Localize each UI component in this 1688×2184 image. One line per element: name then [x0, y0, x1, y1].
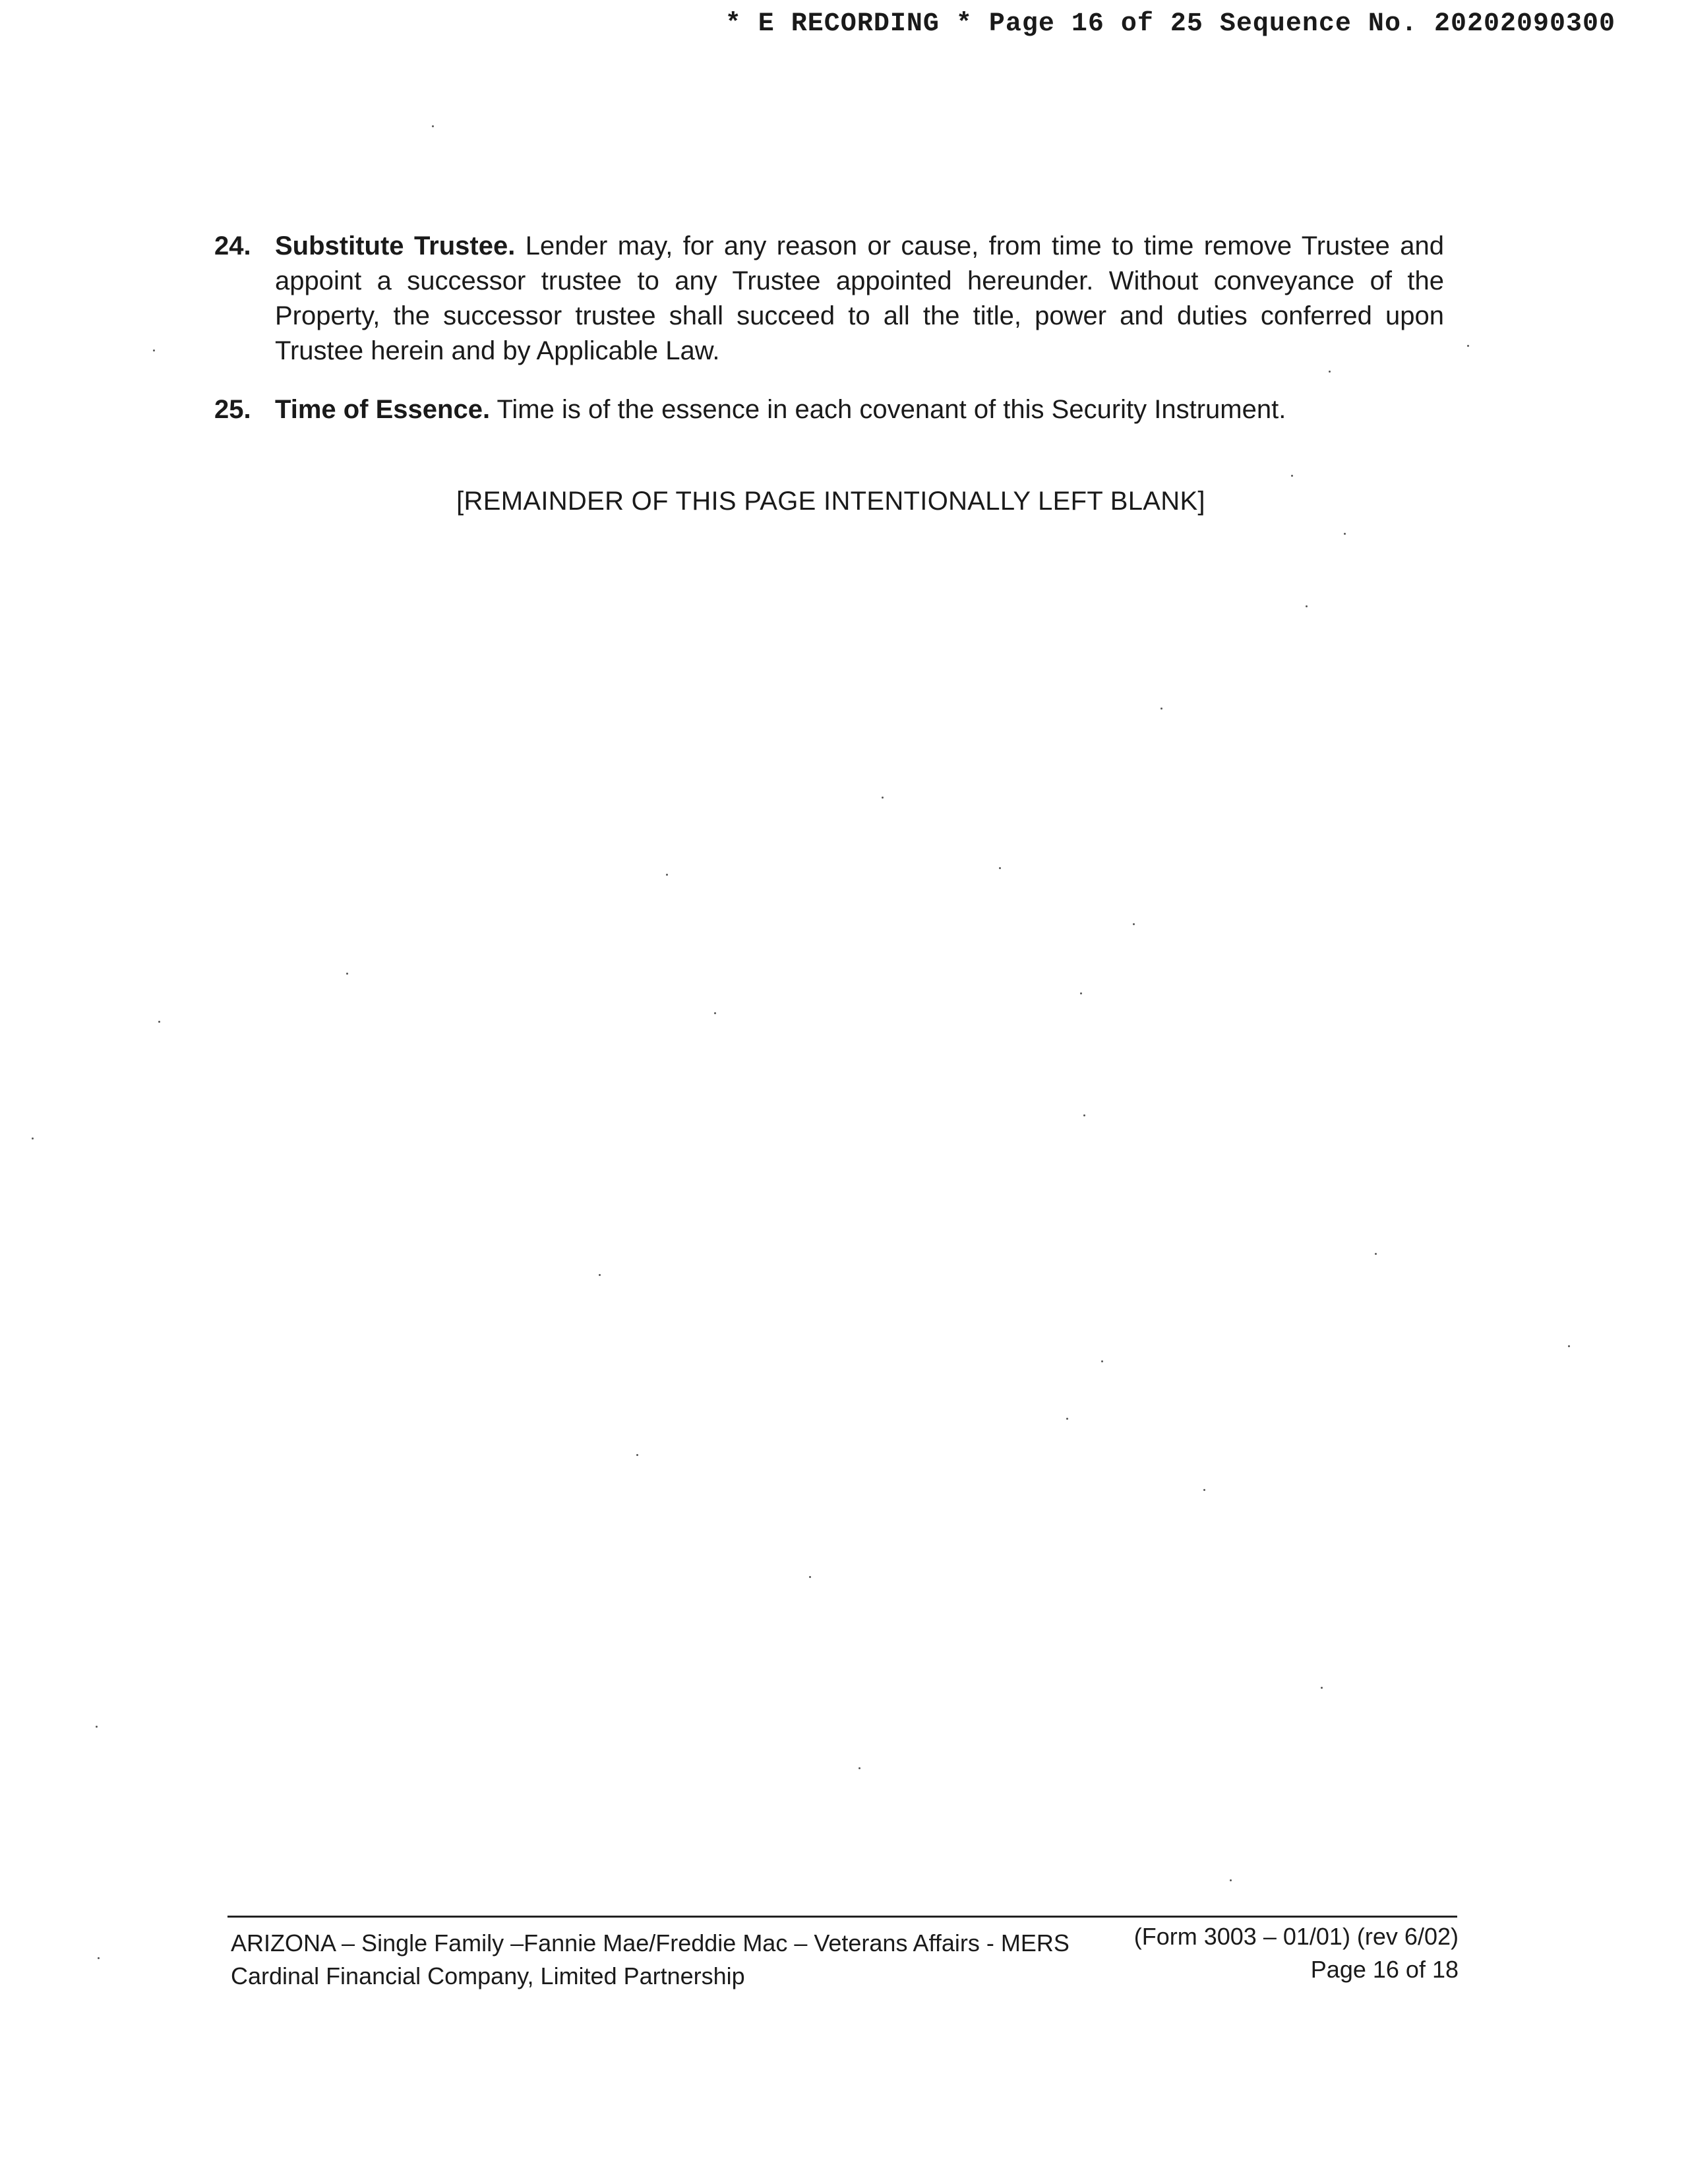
section-heading: Time of Essence. [275, 395, 491, 424]
recording-stamp: * E RECORDING * Page 16 of 25 Sequence No. 20202090300 [725, 9, 1615, 39]
section-number: 24. [214, 231, 251, 260]
section-heading: Substitute Trustee. [275, 231, 516, 260]
page-number: Page 16 of 18 [1310, 1956, 1459, 1983]
footer-divider [227, 1916, 1457, 1918]
section-text: Lender may, for any reason or cause, from time to time remove Trustee and appoint a successor trustee to any Trustee appointed hereunder. Without conveyance of the Property, the successor trustee shall succeed to all the title, power and duties conferred upon Trustee herein and by Applicable Law. [275, 231, 1445, 365]
section-time-of-essence [214, 392, 1444, 427]
section-substitute-trustee [214, 229, 1444, 369]
form-number: (Form 3003 – 01/01) (rev 6/02) [1133, 1923, 1459, 1950]
section-body [275, 392, 1444, 427]
lender-name: Cardinal Financial Company, Limited Partnership [231, 1962, 745, 1989]
footer-left [231, 1927, 1070, 1993]
section-text: Time is of the essence in each covenant of this Security Instrument. [497, 395, 1286, 424]
intentionally-blank-notice: [REMAINDER OF THIS PAGE INTENTIONALLY LEFT BLANK] [456, 487, 1205, 516]
form-title: ARIZONA – Single Family –Fannie Mae/Freddie Mac – Veterans Affairs - MERS [231, 1929, 1070, 1957]
section-body [275, 229, 1444, 369]
footer-right [1134, 1920, 1459, 1986]
section-number: 25. [214, 395, 251, 424]
